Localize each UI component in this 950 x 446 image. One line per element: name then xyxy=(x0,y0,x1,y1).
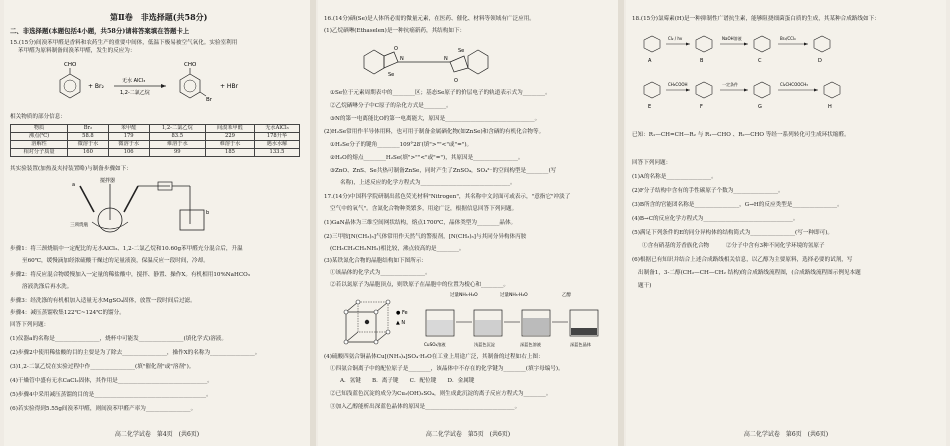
table-cell: 遇水水解 xyxy=(254,141,299,149)
benzaldehyde-structure xyxy=(60,62,80,98)
table-cell: 难溶于水 xyxy=(149,141,206,149)
q17-line: ①该晶体的化学式为________________。 xyxy=(330,270,431,276)
compound-letter: G xyxy=(758,104,762,110)
br-label: Br xyxy=(206,97,213,103)
reagent-label: Br₂/CCl₄ xyxy=(780,36,796,41)
table-cell: 160 xyxy=(68,149,109,157)
compound-letter: B xyxy=(700,58,704,64)
table-cell: 溶解性 xyxy=(11,141,68,149)
table-row xyxy=(11,133,300,141)
q18-line: (6)根据已有知识并结合上述合成路线相关信息，以乙醇为主要原料，选择必要的试剂，写 xyxy=(632,257,853,263)
cho-label: CHO xyxy=(64,62,77,68)
beaker-b-label: b xyxy=(206,210,210,216)
q16-line: ③ZnO、ZnS、Se共热可制备ZnSe，同时产生了ZnSO₄，SO₄²⁻的空间构型是________(写 xyxy=(330,168,557,174)
page-footer: 高二化学试卷 第5页 (共6页) xyxy=(425,431,511,438)
q17-line: 空气中的氧气"。含氮化合物种类繁多，用途广泛，根据信息回答下列问题。 xyxy=(330,206,518,212)
q15-line: (5)步骤4中采用减压蒸馏的目的是________________________________________。 xyxy=(10,392,212,398)
q16-line: (2)H₂Se常用作半导体用料，也可用于制备金属硒化物(如ZnSe)和含硒的有机化合物等。 xyxy=(324,129,545,135)
q18-line: ①含有硝基的芳香族化合物 ②分子中含有3种不同化学环境的氢原子 xyxy=(642,243,825,249)
q18-line: 已知：R₁—CH=CH—R₂ 与 R₁—CHO 、R₂—CHO 等经一系列转化可生成环状缩醛。 xyxy=(632,132,850,138)
q15-line: 步骤3：经洗涤的有机相加入适量无水MgSO₄固体，放置一段时间后过滤。 xyxy=(10,298,196,304)
beaker-label: 深蓝色晶体 xyxy=(570,342,591,347)
section-title: 第Ⅱ卷 非选择题(共58分) xyxy=(110,12,208,22)
beaker-label: CuSO₄溶液 xyxy=(424,342,446,347)
solvent-label: 1,2-二氯乙烷 xyxy=(120,90,150,96)
br2-label: + Br₂ xyxy=(88,83,104,90)
q16-line: 16.(14分)硒(Se)是人体所必需的微量元素，在医药、催化、材料等领域有广泛应用。 xyxy=(324,16,535,22)
compound-letter: H xyxy=(828,104,832,110)
svg-text:N: N xyxy=(400,56,404,62)
q15-line: 至60℃，缓慢滴加经浓硫酸干燥过的足量液溴，保温反应一段时间，冷却。 xyxy=(22,258,209,264)
page-4 xyxy=(4,0,310,446)
reagent-label: CH₃COOH xyxy=(668,82,688,87)
q16-line: 名称)，上述反应的化学方程式为________________________________。 xyxy=(340,180,516,186)
table-cell: 229 xyxy=(206,133,255,141)
q17-line: ②已知浅蓝色沉淀的成分为Cu₂(OH)₂SO₄，则生成此沉淀的离子反应方程式为________。 xyxy=(330,391,552,397)
table-cell: 沸点(℃) xyxy=(11,133,68,141)
q18-line: (4)B→C的反应化学方程式为________________________________。 xyxy=(632,216,799,222)
q18-line: (1)A的名称是________________。 xyxy=(632,174,717,180)
table-cell: 1,2-二氯乙烷 xyxy=(149,125,206,133)
q15-line: 相关物质的部分信息： xyxy=(10,114,66,120)
beaker xyxy=(426,310,454,336)
property-table xyxy=(10,124,300,157)
q15-line: (6)若实验得到5.55g间溴苯甲醛，则间溴苯甲醛产率为________________。 xyxy=(10,406,197,412)
q18-line: 18.(15分)氯霉素(H)是一种抑制性广谱抗生素，能够阻挠细菌蛋白质的生成，其某种合成路线如下： xyxy=(632,16,880,22)
q17-line: A．氢键 B．离子键 C．配位键 D．金属键 xyxy=(340,378,475,384)
table-cell: 58.8 xyxy=(68,133,109,141)
table-cell: 难溶于水 xyxy=(206,141,255,149)
compound-letter: C xyxy=(758,58,762,64)
beaker xyxy=(570,310,598,336)
bromination-reaction xyxy=(40,58,280,108)
step-reagent: 乙醇 xyxy=(562,293,571,298)
table-cell: 间溴苯甲醛 xyxy=(206,125,255,133)
q15-line: 步骤4：减压蒸馏收集122℃~124℃的馏分。 xyxy=(10,310,125,316)
step-reagent: 过量NH₃·H₂O xyxy=(450,293,478,298)
compound-letter: E xyxy=(648,104,652,110)
synthesis-scheme xyxy=(638,28,938,128)
q16-line: ②乙烷硒啉分子中C原子的杂化方式是________。 xyxy=(330,103,452,109)
table-cell: 179 xyxy=(108,133,149,141)
svg-text:O: O xyxy=(394,46,398,52)
q15-line: 步骤2：将反应混合物缓慢加入一定量的稀盐酸中，搅拌、静置、操作X。有机相用10%NaHCO₃ xyxy=(10,272,250,278)
svg-text:N: N xyxy=(444,56,448,62)
compound-letter: F xyxy=(700,104,703,110)
reagent-label: 一定条件 xyxy=(722,82,738,87)
page-6 xyxy=(626,0,946,446)
funnel-a-label: a xyxy=(72,182,76,188)
q18-line: (2)F分子结构中含有的手性碳原子个数为________________。 xyxy=(632,188,784,194)
q17-line: ②若以氮原子为晶胞顶点，则铁原子在晶胞中的位置为棱心和________。 xyxy=(330,282,510,288)
flask-label: 三颈烧瓶 xyxy=(70,223,88,228)
table-cell: 微溶于水 xyxy=(108,141,149,149)
reagent-label: Cl₂ / hv xyxy=(668,36,683,41)
svg-text:O: O xyxy=(454,78,458,84)
q18-line: 回答下列问题： xyxy=(632,160,672,166)
table-cell: 133.5 xyxy=(254,149,299,157)
page-5 xyxy=(318,0,618,446)
beaker-label: 深蓝色溶液 xyxy=(520,342,541,347)
q17-line: ①四氨合铜离子中的配位原子是________，该晶体中不存在的化学键为________(填字母编号)。 xyxy=(330,366,564,372)
compound-letter: A xyxy=(648,58,652,64)
table-row xyxy=(11,141,300,149)
q15-line: 15.(15分)间溴苯甲醛是香料和农药生产的重要中间体，低温下极易被空气氧化。实验室利用 xyxy=(10,40,238,46)
svg-text:Se: Se xyxy=(388,72,395,78)
beaker-label: 浅蓝色沉淀 xyxy=(474,342,495,347)
q17-line: (CH₃CH₂CH₂NH₂)相比较，沸点较高的是________。 xyxy=(330,246,465,252)
section-head: 二、非选择题(本题包括4小题，共58分)请将答案填在答题卡上 xyxy=(10,27,190,35)
reagent-label: Cl₂CHCOOCH₃ xyxy=(780,82,808,87)
ethaselen-structure xyxy=(354,38,574,86)
q18-line: (3)B所含的官能团名称是________________，G→H的反应类型是________________。 xyxy=(632,202,843,208)
legend-fe: ● Fe xyxy=(396,310,408,316)
q18-line: 出制备1，3-二醇(CH₂—CH—CH₂ 结构)的合成路线流程图，(合成路线流程图示例见本题 xyxy=(638,270,861,276)
table-row xyxy=(11,149,300,157)
q16-line: ①Se位于元素周期表中的________区；基态Se原子的价层电子的轨道表示式为________。 xyxy=(330,90,551,96)
q15-line: 回答下列问题： xyxy=(10,322,50,328)
beaker xyxy=(474,310,502,336)
q17-line: (1)GaN晶体为三维空间网状结构，熔点1700℃，晶体类型为________晶体。 xyxy=(324,220,517,226)
q18-line: (5)满足下列条件的E的同分异构体的结构简式为________________(写一种即可)。 xyxy=(632,230,833,236)
svg-text:Se: Se xyxy=(458,48,465,54)
q16-line: ②H₂O的熔点________H₂Se(填">""<"或"=")，其原因是________________。 xyxy=(330,155,524,161)
table-cell: 106 xyxy=(108,149,149,157)
q16-line: (1)乙烷硒啉(Ethaselen)是一种抗癌新药，其结构如下： xyxy=(324,28,466,34)
q16-line: ③N的第一电离能比O的第一电离能大，原因是________________________________。 xyxy=(330,116,541,122)
table-cell: 物质 xyxy=(11,125,68,133)
beaker xyxy=(522,310,550,336)
table-cell: 微溶于水 xyxy=(68,141,109,149)
q17-line: (3)某铁氮化合物的晶胞结构如下图所示： xyxy=(324,258,428,264)
table-cell: 185 xyxy=(206,149,255,157)
q17-line: 17.(14分)中国科学院研制出蓝色荧光材料"Nitrogen"，其名称中文封面可或表示，"意指它"冲淡了 xyxy=(324,194,571,200)
table-header-row xyxy=(11,125,300,133)
table-cell: 相对分子质量 xyxy=(11,149,68,157)
q15-line: (2)步骤2中使用稀盐酸的目的主要是为了除去________________，操作X的名称为________________。 xyxy=(10,350,261,356)
page-gutter xyxy=(310,0,316,446)
table-cell: 99 xyxy=(149,149,206,157)
q15-line: (1)仪器a的名称是________________，烧杯中可能发________________(填化学式)溶液。 xyxy=(10,336,227,342)
q15-line: 步骤1：将三颈烧瓶中一定配比的无水AlCl₃、1,2-二氯乙烷和10.60g苯甲醛充分混合后，升温 xyxy=(10,246,243,252)
q15-line: 苯甲醛为原料制备间溴苯甲醛，发生的反应为： xyxy=(18,48,136,54)
table-cell: 83.5 xyxy=(149,133,206,141)
synthesis-process-diagram xyxy=(420,290,620,352)
q18-line: 题干) xyxy=(638,283,652,289)
compound-letter: D xyxy=(818,58,822,64)
stirrer-label: 搅拌器 xyxy=(100,178,116,184)
product-structure xyxy=(180,62,213,103)
legend-n: ▲ N xyxy=(396,320,406,326)
table-cell: 无水AlCl₃ xyxy=(254,125,299,133)
q15-line: (3)1,2-二氯乙烷在实验过程中作________________(填"催化剂"或"溶剂")。 xyxy=(10,364,195,370)
unit-cell-diagram xyxy=(336,292,416,352)
q17-line: (4)硫酸四氨合铜晶体Cu[(NH₃)₄]SO₄·H₂O在工业上用途广泛，其制备的过程如右上图： xyxy=(324,354,544,360)
page-footer: 高二化学试卷 第4页 (共6页) xyxy=(114,431,200,438)
q15-line: 其实验装置(加热及夹持装置略)与制备步骤如下： xyxy=(10,166,132,172)
apparatus-diagram xyxy=(40,176,220,234)
catalyst-label: 无水 AlCl₃ xyxy=(122,78,146,84)
page-footer: 高二化学试卷 第6页 (共6页) xyxy=(743,431,829,438)
table-cell: 苯甲醛 xyxy=(108,125,149,133)
hbr-label: + HBr xyxy=(220,83,239,90)
q17-line: ③加入乙醇能析出深蓝色晶体的原因是________________________________。 xyxy=(330,404,521,410)
table-cell: 178升华 xyxy=(254,133,299,141)
reagent-label: NaOH溶液 xyxy=(722,36,742,41)
q17-line: (2)三甲胺[N(CH₃)₃]气体常用作天然气的警报剂，[N(CH₃)₃]与其同分异构体丙胺 xyxy=(324,234,527,240)
q15-line: (4)干燥管中盛有无水CaCl₂固体，其作用是________________________________。 xyxy=(10,378,213,384)
step-reagent: 过量NH₃·H₂O xyxy=(500,293,528,298)
cho-label-2: CHO xyxy=(184,62,197,68)
q16-line: ①H₂Se分子的键角________109°28′(填">""<"或"=")。 xyxy=(330,142,473,148)
table-cell: Br₂ xyxy=(68,125,109,133)
page-gutter xyxy=(618,0,624,446)
q15-line: 溶液洗涤后再水洗。 xyxy=(22,284,73,290)
